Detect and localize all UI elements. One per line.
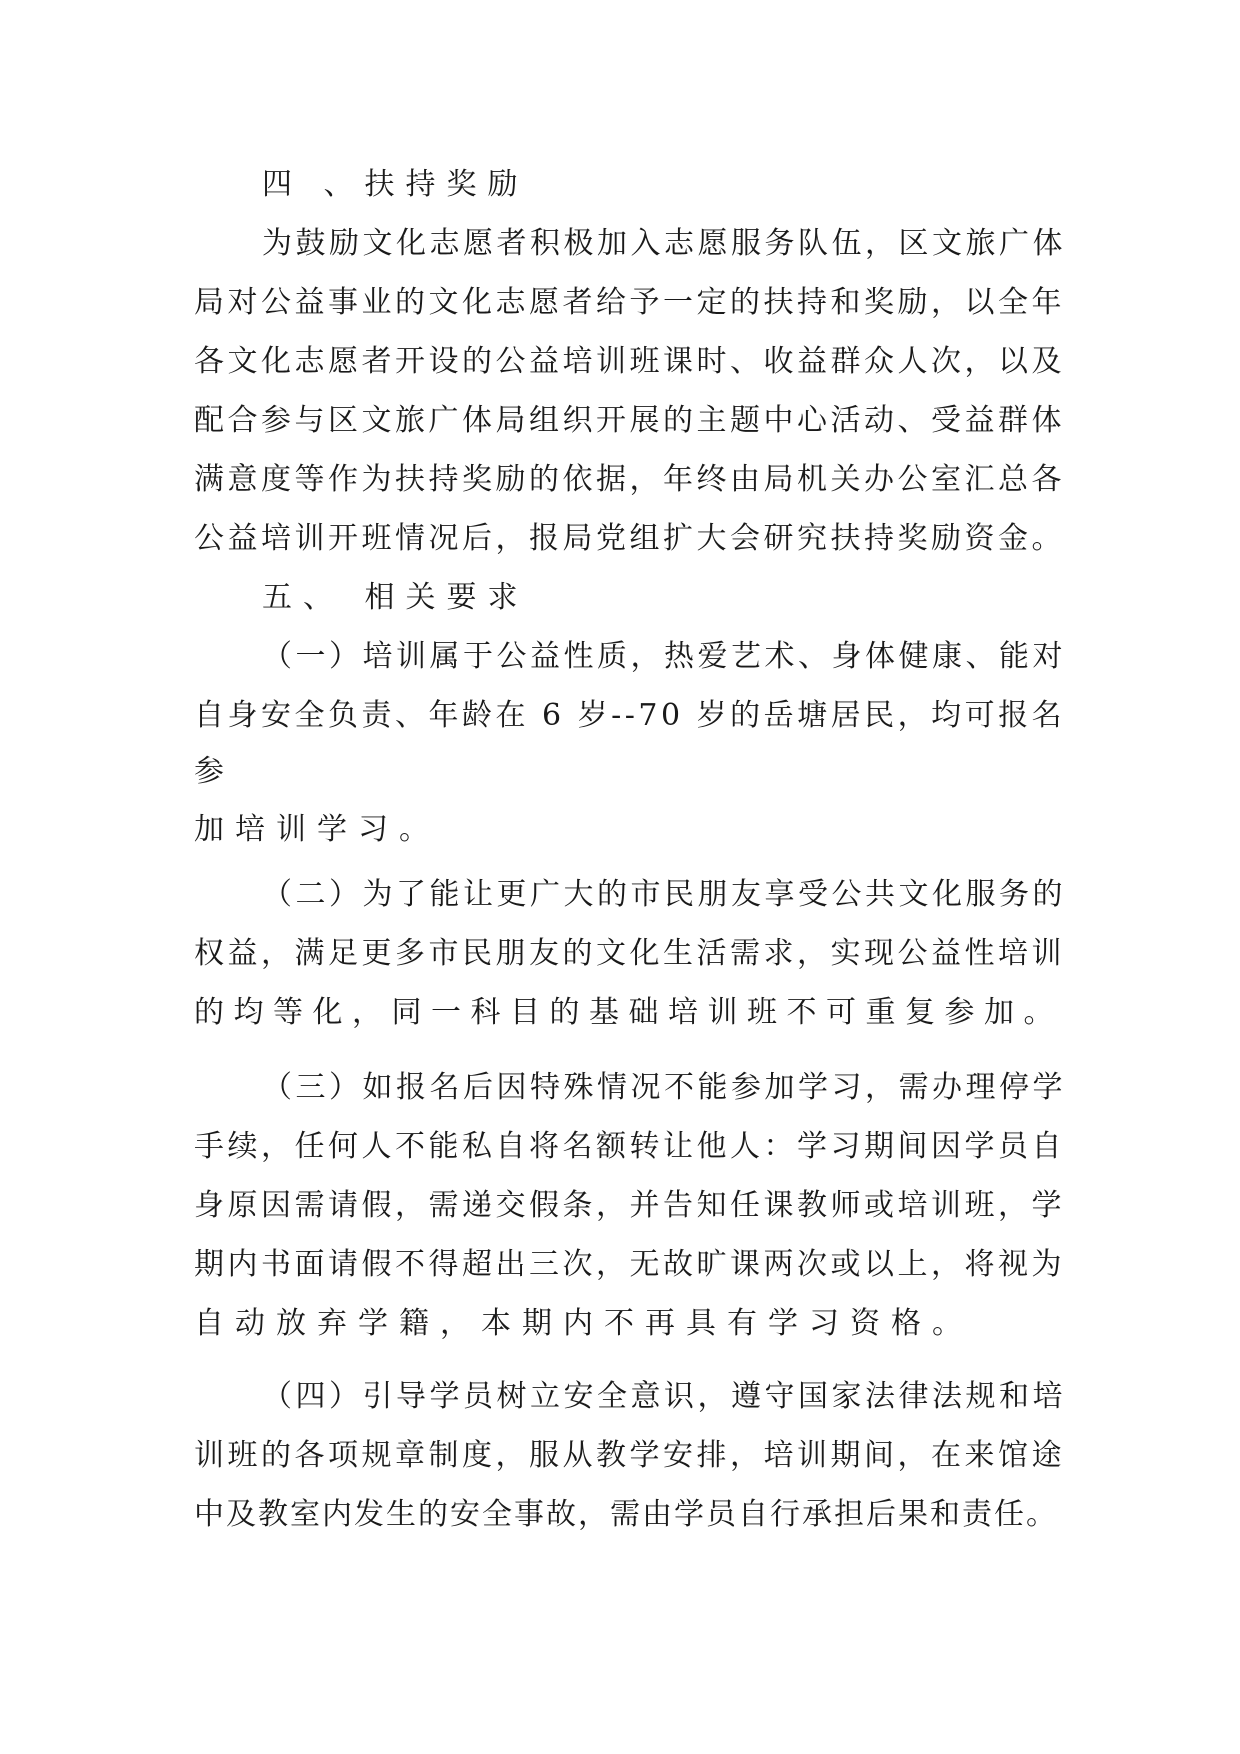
section-heading-5: 五、 相关要求 [262, 580, 529, 615]
paragraph-line: 加培训学习。 [194, 812, 440, 847]
paragraph-line: 各文化志愿者开设的公益培训班课时、收益群众人次，以及 [194, 344, 1065, 379]
section-heading-4: 四 、扶持奖励 [262, 167, 529, 202]
paragraph-line: 局对公益事业的文化志愿者给予一定的扶持和奖励，以全年 [194, 285, 1065, 320]
paragraph-line: （二）为了能让更广大的市民朋友享受公共文化服务的 [262, 877, 1066, 912]
paragraph-line: （三）如报名后因特殊情况不能参加学习，需办理停学 [262, 1070, 1066, 1105]
paragraph-line: 身原因需请假，需递交假条，并告知任课教师或培训班，学 [194, 1188, 1065, 1223]
paragraph-line: 中及教室内发生的安全事故，需由学员自行承担后果和责任。 [194, 1497, 1058, 1532]
paragraph-line: 手续，任何人不能私自将名额转让他人：学习期间因学员自 [194, 1129, 1065, 1164]
paragraph-line: 满意度等作为扶持奖励的依据，年终由局机关办公室汇总各 [194, 462, 1065, 497]
paragraph-line: （四）引导学员树立安全意识，遵守国家法律法规和培 [262, 1379, 1066, 1414]
paragraph-line: 期内书面请假不得超出三次，无故旷课两次或以上，将视为 [194, 1247, 1065, 1282]
paragraph-line: 公益培训开班情况后，报局党组扩大会研究扶持奖励资金。 [194, 521, 1065, 556]
paragraph-line: （一）培训属于公益性质，热爱艺术、身体健康、能对 [262, 639, 1066, 674]
paragraph-line: 的均等化，同一科目的基础培训班不可重复参加。 [194, 995, 1063, 1030]
paragraph-line: 配合参与区文旅广体局组织开展的主题中心活动、受益群体 [194, 403, 1065, 438]
paragraph-line: 权益，满足更多市民朋友的文化生活需求，实现公益性培训 [194, 936, 1065, 971]
paragraph-line: 为鼓励文化志愿者积极加入志愿服务队伍，区文旅广体 [262, 226, 1066, 261]
paragraph-line: 自动放弃学籍，本期内不再具有学习资格。 [194, 1306, 973, 1341]
paragraph-line: 自身安全负责、年龄在 6 岁--70 岁的岳塘居民，均可报名 [194, 698, 1066, 733]
paragraph-line: 参 [194, 754, 235, 789]
paragraph-line: 训班的各项规章制度，服从教学安排，培训期间，在来馆途 [194, 1438, 1065, 1473]
